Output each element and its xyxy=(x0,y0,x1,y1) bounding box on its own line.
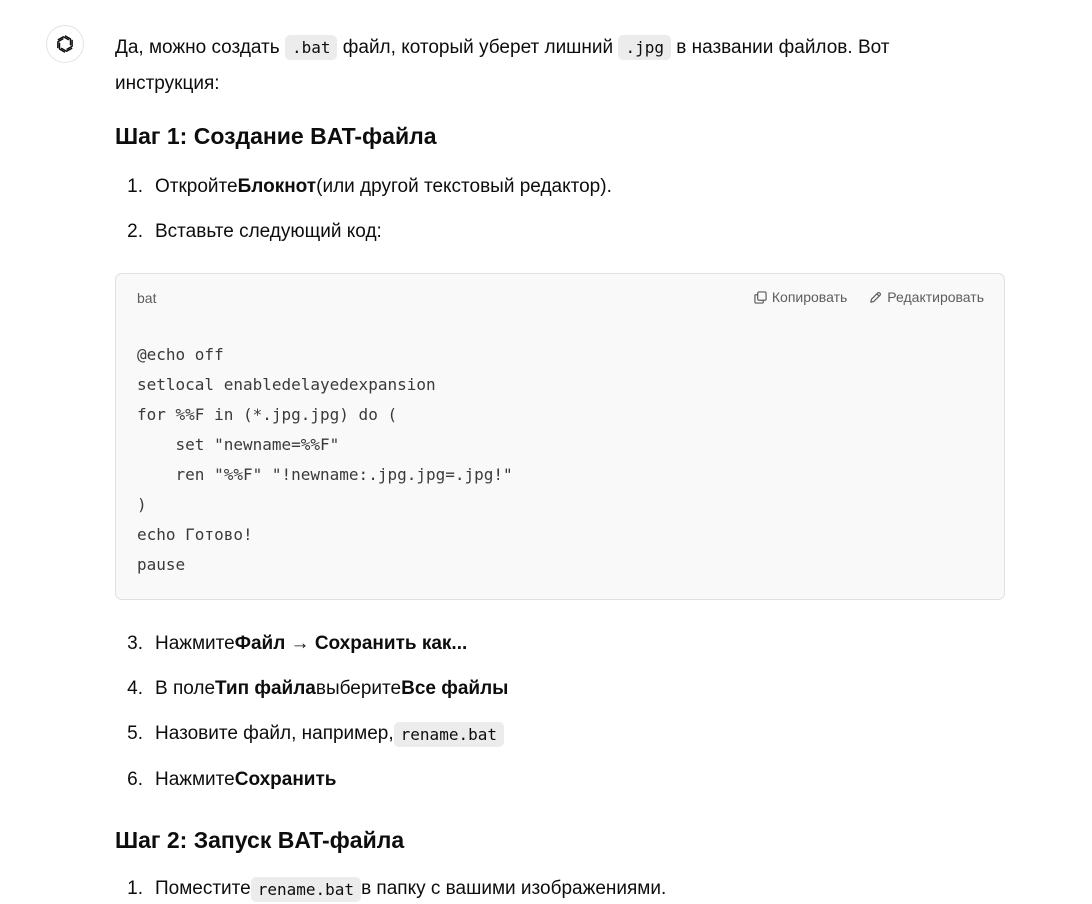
bold-text: Файл → Сохранить как... xyxy=(234,633,468,654)
code-line: setlocal enabledelayedexpansion xyxy=(137,375,436,394)
copy-button[interactable] xyxy=(754,289,847,305)
code-line: pause xyxy=(137,555,186,574)
inline-code-filename: rename.bat xyxy=(394,722,504,747)
list-item: 6. Нажмите Сохранить xyxy=(127,769,337,790)
assistant-avatar xyxy=(46,25,84,63)
code-line: for %%F in (*.jpg.jpg) do ( xyxy=(137,405,398,424)
list-item: 1. Поместите rename.bat в папку с вашими изображениями. xyxy=(115,874,666,904)
code-line: echo Готово! xyxy=(137,525,253,544)
code-block xyxy=(115,273,1005,600)
code-line: set "newname=%%F" xyxy=(137,435,340,454)
inline-code-filename: rename.bat xyxy=(251,877,361,902)
code-actions xyxy=(754,289,984,305)
copy-label: Копировать xyxy=(771,289,848,305)
code-line: ren "%%F" "!newname:.jpg.jpg=.jpg!" xyxy=(137,465,513,484)
intro-text-2: файл, который уберет лишний xyxy=(337,37,619,58)
pencil-icon xyxy=(869,291,882,304)
openai-logo-icon xyxy=(54,33,76,55)
edit-button[interactable] xyxy=(869,289,984,305)
step1-heading: Шаг 1: Создание BAT-файла xyxy=(115,123,437,149)
code-line: ) xyxy=(137,495,147,514)
intro-text-4: инструкция: xyxy=(115,73,220,94)
code-language-label: bat xyxy=(137,290,157,306)
list-item: 3. Нажмите Файл → Сохранить как... xyxy=(127,633,468,654)
code-line: @echo off xyxy=(137,345,224,364)
bold-text: Все файлы xyxy=(401,678,509,699)
intro-paragraph xyxy=(115,30,1005,102)
inline-code-bat: .bat xyxy=(285,35,338,60)
list-item: 2. Вставьте следующий код: xyxy=(127,221,382,242)
code-content xyxy=(137,340,513,580)
edit-label: Редактировать xyxy=(887,289,984,305)
intro-text-3: в названии файлов. Вот xyxy=(670,37,890,58)
copy-icon xyxy=(754,291,767,304)
list-item: 4. В поле Тип файла выберите Все файлы xyxy=(127,678,509,699)
intro-text-1: Да, можно создать xyxy=(115,37,285,58)
bold-text: Блокнот xyxy=(237,176,317,197)
list-item: 5. Назовите файл, например, rename.bat xyxy=(115,719,504,749)
bold-text: Тип файла xyxy=(215,678,316,699)
step2-heading: Шаг 2: Запуск BAT-файла xyxy=(115,827,405,853)
inline-code-jpg: .jpg xyxy=(618,35,671,60)
bold-text: Сохранить xyxy=(234,769,337,790)
list-item: 1. Откройте Блокнот (или другой текстовый редактор). xyxy=(127,176,612,197)
